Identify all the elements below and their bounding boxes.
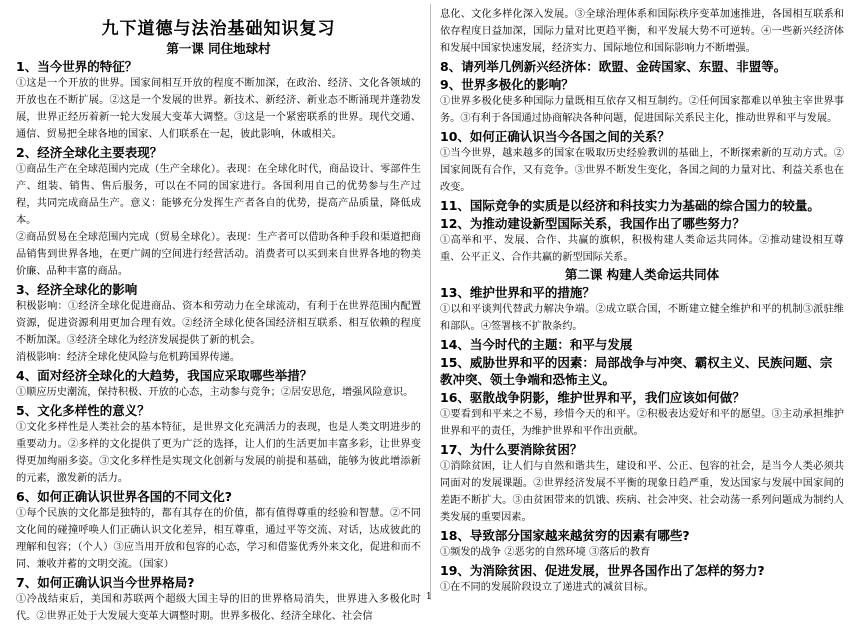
page-number: 1 (426, 592, 432, 602)
question-heading: 7、如何正确认识当今世界格局? (16, 575, 195, 590)
answer-paragraph: ①在不同的发展阶段设立了递进式的减贫目标。 (440, 582, 654, 593)
question-heading: 9、世界多极化的影响？ (440, 77, 574, 92)
question-heading: 16、驱散战争阴影，维护世界和平，我们应该如何做？ (440, 390, 745, 405)
question-heading: 14、当今时代的主题：和平与发展 (440, 337, 633, 352)
right-column (440, 6, 844, 596)
question-heading: 3、经济全球化的影响 (16, 282, 138, 297)
question-heading: 1、当今世界的特征？ (16, 59, 138, 74)
answer-paragraph: ①每个民族的文化都是独特的，都有其存在的价值，都有值得尊重的经验和智慧。②不同文化间的碰撞呼唤人们正确认识文化差异，相互尊重，通过平等交流、对话，达成彼此的理解和包容；（个人）③应当用开放和包容的心态，学习和借鉴优秀外来文化，促进和而不同、兼收并蓄的文明交流。（国家） (16, 508, 421, 570)
answer-paragraph: ①高举和平、发展、合作、共赢的旗帜，积极构建人类命运共同体。②推动建设相互尊重、公平正义、合作共赢的新型国际关系。 (440, 235, 844, 263)
answer-paragraph: ①以和平谈判代替武力解决争端。②成立联合国，不断建立健全维护和平的机制③派驻维和部队。④签署核不扩散条约。 (440, 304, 844, 332)
answer-paragraph: 息化、文化多样化深入发展。③全球治理体系和国际秩序变革加速推进，各国相互联系和依存程度日益加深，国际力量对比更趋平衡，和平发展大势不可逆转。④一些新兴经济体和发展中国家快速发展，经济实力、国际地位和国际影响力不断增强。 (440, 9, 844, 54)
question-heading: 4、面对经济全球化的大趋势，我国应采取哪些举措？ (16, 368, 313, 383)
answer-paragraph: ①当今世界，越来越多的国家在吸取历史经验教训的基础上，不断探索新的互动方式。②国家间既有合作，又有竞争。③世界不断发生变化，各国之间的力量对比、利益关系也在改变。 (440, 148, 844, 193)
question-heading: 13、维护世界和平的措施？ (440, 285, 595, 300)
answer-paragraph: ①这是一个开放的世界。国家间相互开放的程度不断加深，在政治、经济、文化各领域的开放也在不断扩展。②这是一个发展的世界。新技术、新经济、新业态不断涌现并蓬勃发展，世界正经历着新一轮大发展大变革大调整。③这是一个紧密联系的世界。现代交通、通信、贸易把全球各地的国家、人们联系在一起，彼此影响，休戚相关。 (16, 78, 421, 140)
answer-paragraph: ①世界多极化使多种国际力量既相互依存又相互制约。②任何国家都难以单独主宰世界事务。③有利于各国通过协商解决各种问题，促进国际关系民主化，推动世界和平与发展。 (440, 96, 844, 124)
answer-paragraph: ②商品贸易在全球范围内完成（贸易全球化）。表现：生产者可以借助各种手段和渠道把商品销售到世界各地，在更广阔的空间进行经营活动。消费者可以买到来自世界各地的物美价廉、品种丰富的商品。 (16, 232, 421, 277)
right-column-content (440, 6, 844, 596)
left-column (16, 18, 421, 625)
answer-paragraph: ①文化多样性是人类社会的基本特征，是世界文化充满活力的表现，也是人类文明进步的重要动力。②多样的文化提供了更为广泛的选择，让人们的生活更加丰富多彩，让世界变得更加绚丽多姿。③文化多样性是实现文化创新与发展的前提和基础，能够为彼此增添新的元素，激发新的活力。 (16, 422, 421, 484)
question-heading: 17、为什么要消除贫困？ (440, 442, 583, 457)
answer-paragraph: ①冷战结束后，美国和苏联两个超级大国主导的旧的世界格局消失，世界进入多极化时代。②世界正处于大发展大变革大调整时期。世界多极化、经济全球化、社会信 (16, 594, 421, 622)
answer-paragraph: ①消除贫困，让人们与自然和谐共生，建设和平、公正、包容的社会，是当今人类必须共同面对的发展课题。②世界经济发展不平衡的现象日趋严重，发达国家与发展中国家间的差距不断扩大。③由贫困带来的饥饿、疾病、社会冲突、社会动荡一系列问题成为制约人类发展的重要因素。 (440, 461, 844, 523)
question-heading: 11、国际竞争的实质是以经济和科技实力为基础的综合国力的较量。 (440, 198, 820, 213)
column-divider (430, 4, 431, 600)
answer-paragraph: ①要看到和平来之不易，珍惜今天的和平。②积极表达爱好和平的愿望。③主动承担维护世界和平的责任，为维护世界和平作出贡献。 (440, 409, 844, 437)
answer-paragraph: 积极影响：①经济全球化促进商品、资本和劳动力在全球流动，有利于在世界范围内配置资源，促进资源利用更加合理有效。②经济全球化使各国经济相互联系、相互依赖的程度不断加深。③经济全球化为经济发展提供了新的机会。 (16, 301, 421, 346)
document-title: 九下道德与法治基础知识复习 (101, 19, 336, 39)
question-heading: 10、如何正确认识当今各国之间的关系？ (440, 129, 670, 144)
question-heading: 5、文化多样性的意义？ (16, 403, 150, 418)
question-heading: 15、威胁世界和平的因素：局部战争与冲突、霸权主义、民族问题、宗教冲突、领土争端和恐怖主义。 (440, 355, 833, 387)
question-heading: 8、请列举几例新兴经济体：欧盟、金砖国家、东盟、非盟等。 (440, 59, 787, 74)
answer-paragraph: ①顺应历史潮流，保持积极、开放的心态，主动参与竞争；②居安思危，增强风险意识。 (16, 387, 414, 398)
answer-paragraph: ①频发的战争 ②恶劣的自然环境 ③落后的教育 (440, 547, 651, 558)
answer-paragraph: ①商品生产在全球范围内完成（生产全球化）。表现：在全球化时代，商品设计、零部件生产、组装、销售、售后服务，可以在不同的国家进行。各国利用自己的优势参与生产过程，共同完成商品生产。意义：能够充分发挥生产者各自的优势，提高产品质量，降低成本。 (16, 164, 421, 226)
question-heading: 12、为推动建设新型国际关系，我国作出了哪些努力？ (440, 216, 745, 231)
question-heading: 18、导致部分国家越来越贫穷的因素有哪些? (440, 528, 690, 543)
question-heading: 2、经济全球化主要表现？ (16, 145, 163, 160)
question-heading: 6、如何正确认识世界各国的不同文化? (16, 489, 232, 504)
left-column-content (16, 58, 421, 625)
question-heading: 19、为消除贫困、促进发展，世界各国作出了怎样的努力? (440, 563, 765, 578)
lesson-2-title: 第二课 构建人类命运共同体 (564, 267, 720, 282)
answer-paragraph: 消极影响：经济全球化使风险与危机跨国界传递。 (16, 352, 241, 363)
lesson-1-title: 第一课 同住地球村 (166, 41, 271, 56)
